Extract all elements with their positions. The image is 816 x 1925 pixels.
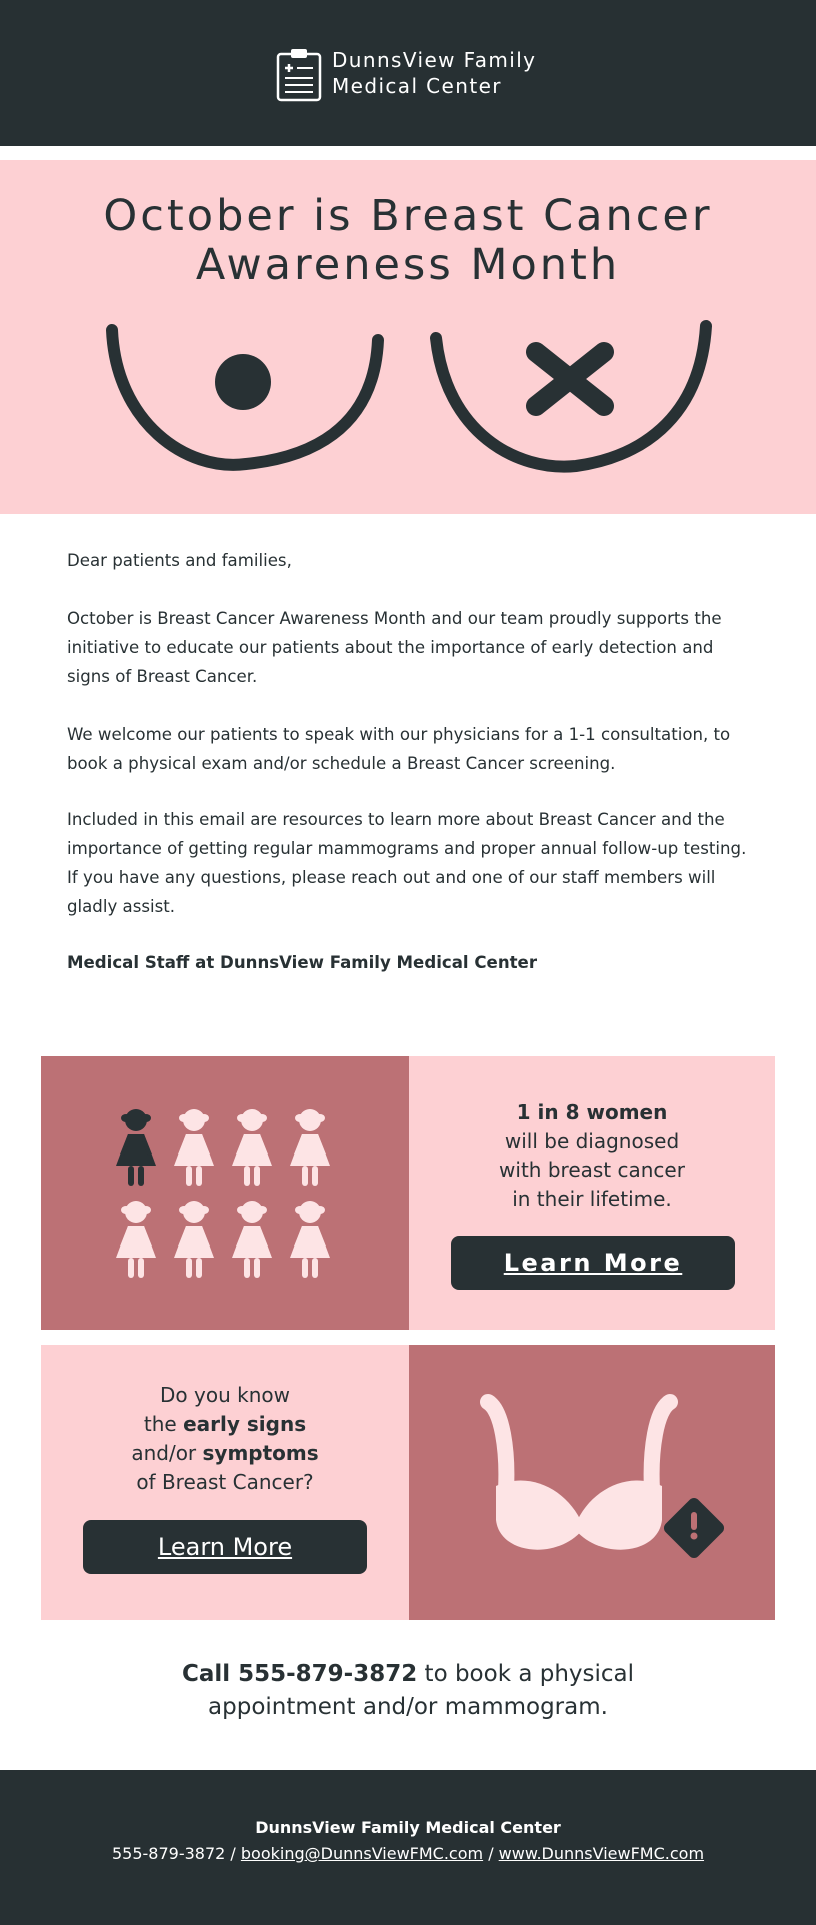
woman-figure-icon <box>232 1201 272 1278</box>
woman-figure-icon <box>290 1201 330 1278</box>
footer-website-link[interactable]: www.DunnsViewFMC.com <box>498 1844 705 1863</box>
signs-line-2-bold: early signs <box>183 1412 307 1436</box>
cta-phone[interactable]: Call 555-879-3872 <box>181 1661 418 1687</box>
cta-line-2: appointment and/or mammogram. <box>208 1694 608 1720</box>
breast-illustration-icon <box>96 312 726 482</box>
woman-figure-icon <box>174 1109 214 1186</box>
signs-line-4: of Breast Cancer? <box>136 1470 314 1494</box>
call-to-action <box>40 1658 776 1724</box>
statistic-line-3: with breast cancer <box>499 1158 685 1182</box>
cta-line-1-rest: to book a physical <box>417 1661 635 1687</box>
women-figures-icon <box>110 1106 340 1282</box>
letter-greeting: Dear patients and families, <box>67 551 292 570</box>
clipboard-logo-icon <box>276 48 322 102</box>
footer-sep-2: / <box>483 1844 499 1863</box>
signs-line-3-bold: symptoms <box>202 1441 319 1465</box>
signs-line-1: Do you know <box>160 1383 290 1407</box>
bra-icon <box>470 1390 730 1570</box>
letter-signature: Medical Staff at DunnsView Family Medical Center <box>67 953 537 972</box>
woman-figure-icon <box>232 1109 272 1186</box>
hero-title-line-1: October is Breast Cancer <box>103 191 713 241</box>
statistic-text <box>409 1098 775 1214</box>
brand-line-1: DunnsView Family <box>332 48 537 72</box>
statistic-line-2: will be diagnosed <box>504 1129 680 1153</box>
statistic-line-4: in their lifetime. <box>512 1187 672 1211</box>
signs-line-3-pre: and/or <box>131 1441 203 1465</box>
woman-figure-icon <box>290 1109 330 1186</box>
footer-contact <box>0 1843 816 1865</box>
learn-more-button-statistics[interactable]: Learn More <box>451 1236 735 1290</box>
woman-figure-icon <box>174 1201 214 1278</box>
statistic-bold: 1 in 8 women <box>516 1100 668 1124</box>
brand-line-2: Medical Center <box>332 74 502 98</box>
signs-line-2-pre: the <box>143 1412 184 1436</box>
woman-figure-icon <box>116 1109 156 1186</box>
learn-more-button-signs[interactable]: Learn More <box>83 1520 367 1574</box>
brand-name <box>332 47 536 99</box>
footer-name: DunnsView Family Medical Center <box>255 1818 561 1837</box>
footer-phone: 555-879-3872 <box>111 1844 226 1863</box>
letter-paragraph-3: Included in this email are resources to learn more about Breast Cancer and the importance of getting regular mammograms and proper annual follow-up testing. If you have any questions, please reach out and one of our staff members will gladly assist. <box>67 810 747 916</box>
letter-paragraph-1: October is Breast Cancer Awareness Month and our team proudly supports the initiative to educate our patients about the importance of early detection and signs of Breast Cancer. <box>67 609 722 686</box>
letter-paragraph-2: We welcome our patients to speak with our physicians for a 1-1 consultation, to book a physical exam and/or schedule a Breast Cancer screening. <box>67 725 731 773</box>
hero-title-line-2: Awareness Month <box>195 240 621 290</box>
woman-figure-icon <box>116 1201 156 1278</box>
hero-title <box>40 192 776 290</box>
footer-sep-1: / <box>225 1844 241 1863</box>
footer-email-link[interactable]: booking@DunnsViewFMC.com <box>240 1844 484 1863</box>
signs-question <box>41 1381 409 1497</box>
